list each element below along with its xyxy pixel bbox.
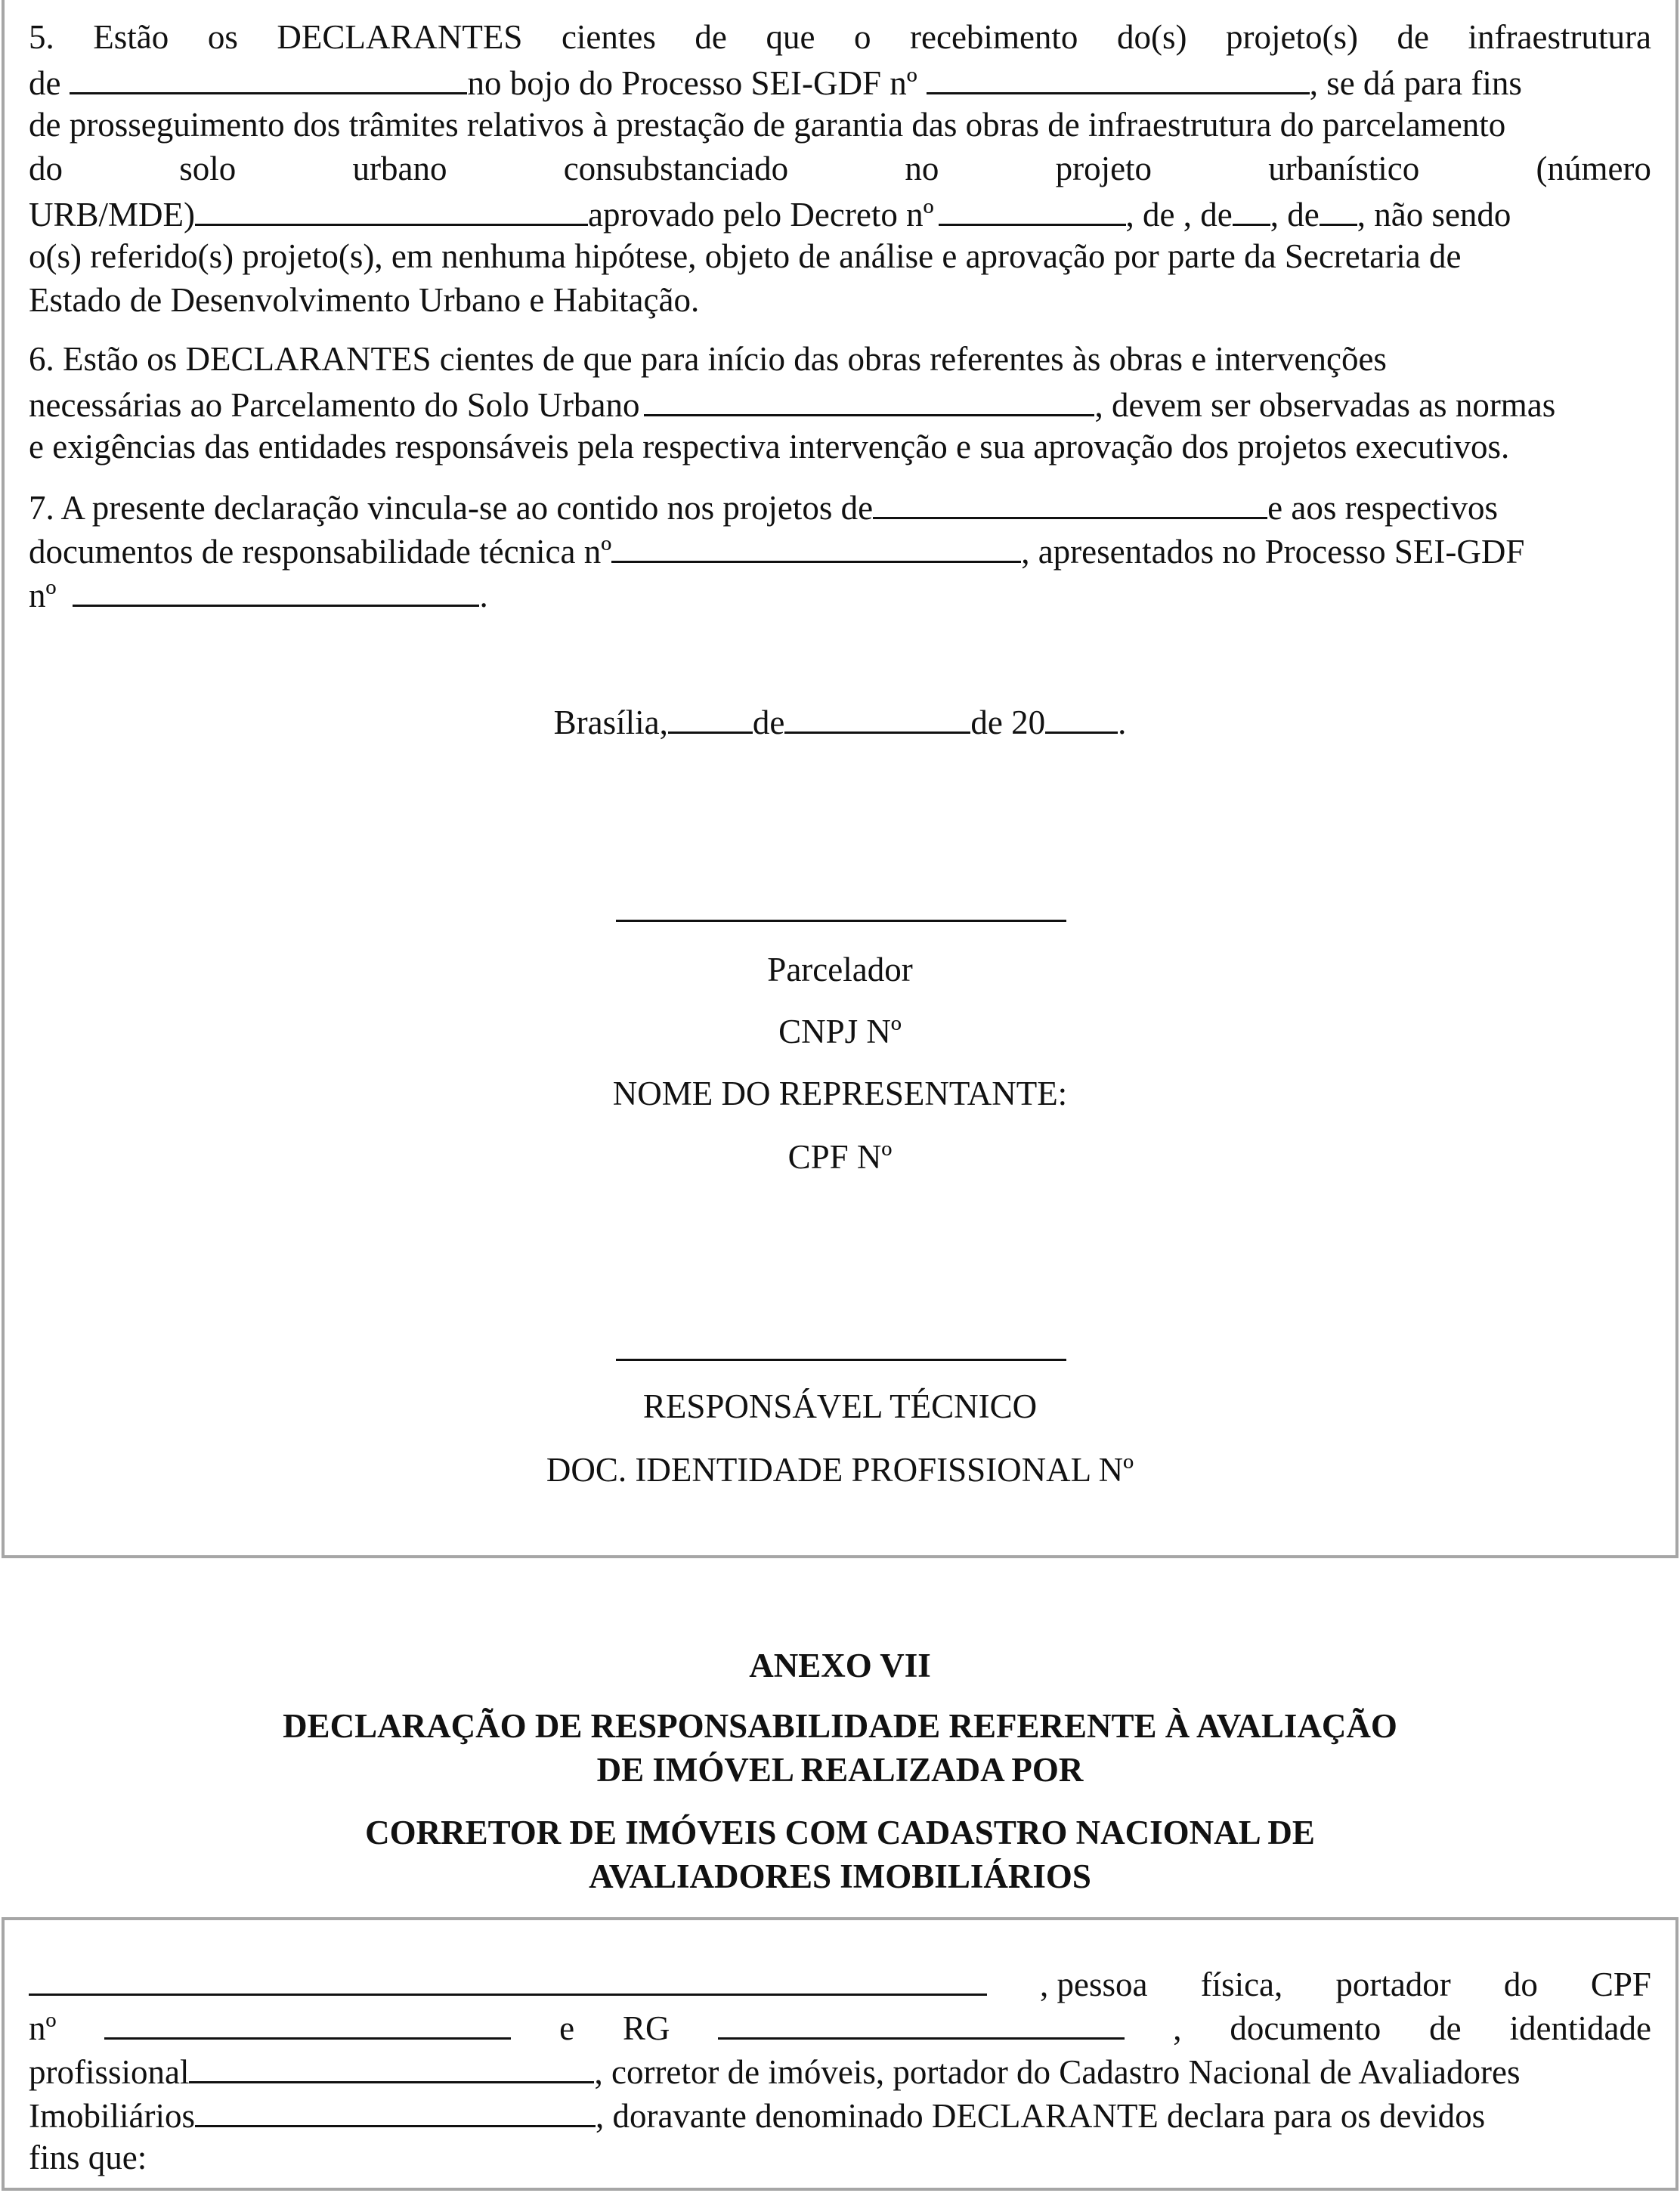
cnai-blank[interactable] [195, 2092, 596, 2127]
rg-blank[interactable] [718, 2004, 1125, 2040]
annex-subtitle-line-3: CORRETOR DE IMÓVEIS COM CADASTRO NACIONAL DE [365, 1814, 1315, 1851]
signatory-role-parcelador: Parcelador [767, 951, 913, 988]
signature-line-parcelador[interactable] [616, 920, 1066, 922]
day-blank[interactable] [668, 698, 753, 734]
section-5-line-4: do solo urbano consubstanciado no projeto urbanístico (número [29, 150, 1651, 187]
blank-field[interactable] [195, 190, 588, 226]
blank-field[interactable] [939, 190, 1126, 226]
blank-field[interactable] [70, 59, 467, 94]
year-blank[interactable] [1045, 698, 1118, 734]
professional-id-blank[interactable] [189, 2048, 594, 2083]
signatory-cnpj: CNPJ Nº [778, 1013, 902, 1050]
declaration-line-2: nº e RG , documento de identidade [29, 2004, 1651, 2048]
blank-field[interactable] [644, 381, 1094, 416]
declaration-line-3: profissional , corretor de imóveis, portador do Cadastro Nacional de Avaliadores [29, 2048, 1651, 2092]
blank-field[interactable] [1233, 190, 1270, 226]
section-6-line-2: necessárias ao Parcelamento do Solo Urbano , devem ser observadas as normas [29, 381, 1651, 425]
blank-field[interactable] [1320, 190, 1357, 226]
annex-subtitle-line-2: DE IMÓVEL REALIZADA POR [596, 1751, 1084, 1789]
month-blank[interactable] [784, 698, 970, 734]
section-5-line-5: URB/MDE) aprovado pelo Decreto nº , de , de , de , não sendo [29, 190, 1651, 234]
signatory-representative: NOME DO REPRESENTANTE: [612, 1075, 1068, 1112]
annex-subtitle-line-4: AVALIADORES IMOBILIÁRIOS [589, 1857, 1091, 1895]
date-line: Brasília, de de 20 . [0, 698, 1680, 744]
section-5-line-1: 5. Estão os DECLARANTES cientes de que o recebimento do(s) projeto(s) de infraestrutura [29, 18, 1651, 56]
annex-title: ANEXO VII [749, 1647, 931, 1684]
section-5-line-2: de no bojo do Processo SEI-GDF nº , se dá para fins [29, 59, 1651, 103]
signature-line-responsavel-tecnico[interactable] [616, 1359, 1066, 1361]
section-6-line-1: 6. Estão os DECLARANTES cientes de que para início das obras referentes às obras e intervenções [29, 340, 1387, 378]
blank-field[interactable] [73, 571, 479, 607]
blank-field[interactable] [611, 527, 1021, 563]
cpf-blank[interactable] [104, 2004, 511, 2040]
signatory-role-responsavel-tecnico: RESPONSÁVEL TÉCNICO [642, 1387, 1038, 1425]
declaration-line-5: fins que: [29, 2139, 147, 2176]
signatory-doc-identidade: DOC. IDENTIDADE PROFISSIONAL Nº [546, 1451, 1134, 1489]
section-7-line-2: documentos de responsabilidade técnica nº , apresentados no Processo SEI-GDF [29, 527, 1651, 571]
section-5-line-6: o(s) referido(s) projeto(s), em nenhuma hipótese, objeto de análise e aprovação por parte da Secretaria de [29, 237, 1462, 275]
section-7-line-1: 7. A presente declaração vincula-se ao contido nos projetos de e aos respectivos [29, 484, 1651, 527]
signatory-cpf: CPF Nº [787, 1138, 893, 1176]
annex-subtitle-line-1: DECLARAÇÃO DE RESPONSABILIDADE REFERENTE À AVALIAÇÃO [283, 1707, 1397, 1745]
section-5-line-3: de prosseguimento dos trâmites relativos à prestação de garantia das obras de infraestrutura do parcelamento [29, 106, 1506, 144]
blank-field[interactable] [873, 484, 1267, 519]
section-7-line-3: nº . [29, 571, 1651, 615]
section-5-line-7: Estado de Desenvolvimento Urbano e Habitação. [29, 281, 700, 319]
blank-field[interactable] [927, 59, 1310, 94]
declaration-line-1: , pessoa física, portador do CPF [29, 1960, 1651, 2004]
declaration-line-4: Imobiliários , doravante denominado DECLARANTE declara para os devidos [29, 2092, 1651, 2136]
section-6-line-3: e exigências das entidades responsáveis pela respectiva intervenção e sua aprovação dos projetos executivos. [29, 428, 1510, 466]
name-blank[interactable] [29, 1960, 987, 1996]
